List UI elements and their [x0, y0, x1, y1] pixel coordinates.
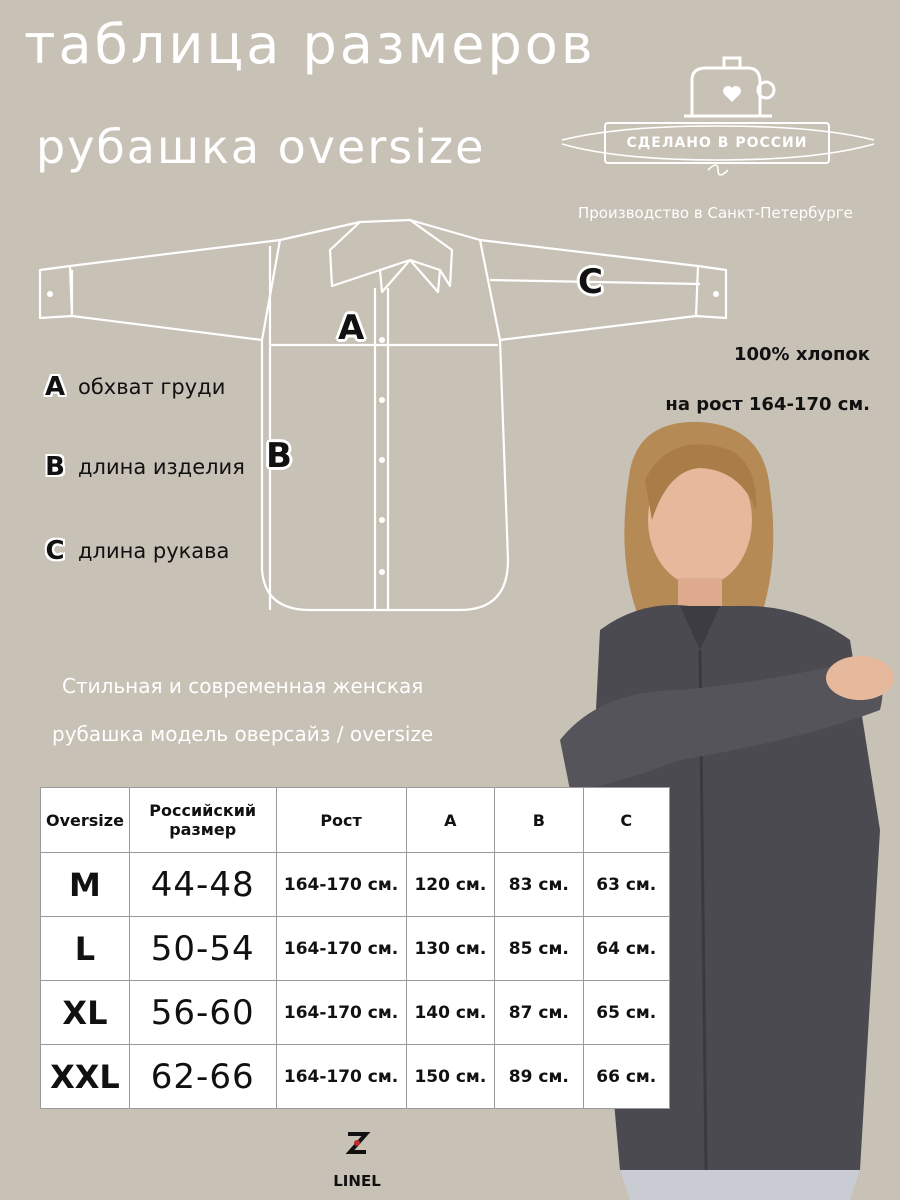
cell-c: 63 см.: [583, 853, 669, 917]
description-line-2: рубашка модель оверсайз / oversize: [52, 722, 434, 746]
legend-text: длина рукава: [78, 539, 230, 563]
table-row: [41, 917, 670, 981]
page-title: таблица размеров: [24, 13, 596, 76]
header-b: B: [495, 788, 583, 853]
description-line-1: Стильная и современная женская: [62, 674, 424, 698]
cell-height: 164-170 см.: [276, 853, 406, 917]
legend-item-b: [44, 452, 245, 482]
cell-size: M: [41, 853, 130, 917]
cell-ru-size: 44-48: [129, 853, 276, 917]
cell-size: L: [41, 917, 130, 981]
header-a: A: [406, 788, 494, 853]
cell-size: XXL: [41, 1045, 130, 1109]
cell-a: 140 см.: [406, 981, 494, 1045]
brand-name: LINEL: [333, 1172, 381, 1190]
legend-item-a: [44, 372, 225, 402]
cell-height: 164-170 см.: [276, 981, 406, 1045]
cell-c: 65 см.: [583, 981, 669, 1045]
cell-a: 150 см.: [406, 1045, 494, 1109]
header-ru-size: Российский размер: [129, 788, 276, 853]
cell-c: 64 см.: [583, 917, 669, 981]
table-row: [41, 981, 670, 1045]
cell-b: 87 см.: [495, 981, 583, 1045]
cell-c: 66 см.: [583, 1045, 669, 1109]
cell-size: XL: [41, 981, 130, 1045]
diagram-label-a: A: [338, 308, 365, 348]
cell-ru-size: 56-60: [129, 981, 276, 1045]
cell-a: 120 см.: [406, 853, 494, 917]
table-row: [41, 1045, 670, 1109]
table-header-row: [41, 788, 670, 853]
page-subtitle: рубашка oversize: [36, 120, 486, 174]
header-height: Рост: [276, 788, 406, 853]
cell-ru-size: 62-66: [129, 1045, 276, 1109]
header-oversize: Oversize: [41, 788, 130, 853]
cell-b: 89 см.: [495, 1045, 583, 1109]
header-c: C: [583, 788, 669, 853]
material-info: 100% хлопок: [733, 344, 870, 365]
production-location: Производство в Санкт-Петербурге: [578, 204, 853, 222]
size-table: [40, 787, 670, 1109]
legend-item-c: [44, 536, 229, 566]
cell-height: 164-170 см.: [276, 1045, 406, 1109]
legend-text: длина изделия: [78, 455, 245, 479]
cell-height: 164-170 см.: [276, 917, 406, 981]
diagram-label-c: C: [578, 262, 603, 302]
diagram-label-b: B: [266, 436, 292, 476]
cell-ru-size: 50-54: [129, 917, 276, 981]
brand-logo-icon: [340, 1130, 374, 1170]
cell-a: 130 см.: [406, 917, 494, 981]
legend-letter: B: [45, 452, 65, 482]
cell-b: 83 см.: [495, 853, 583, 917]
legend-letter: C: [45, 536, 65, 566]
made-in-russia-badge: СДЕЛАНО В РОССИИ: [604, 122, 830, 164]
legend-text: обхват груди: [78, 375, 226, 399]
height-info: на рост 164-170 см.: [665, 394, 870, 415]
cell-b: 85 см.: [495, 917, 583, 981]
legend-letter: A: [44, 372, 66, 402]
table-row: [41, 853, 670, 917]
